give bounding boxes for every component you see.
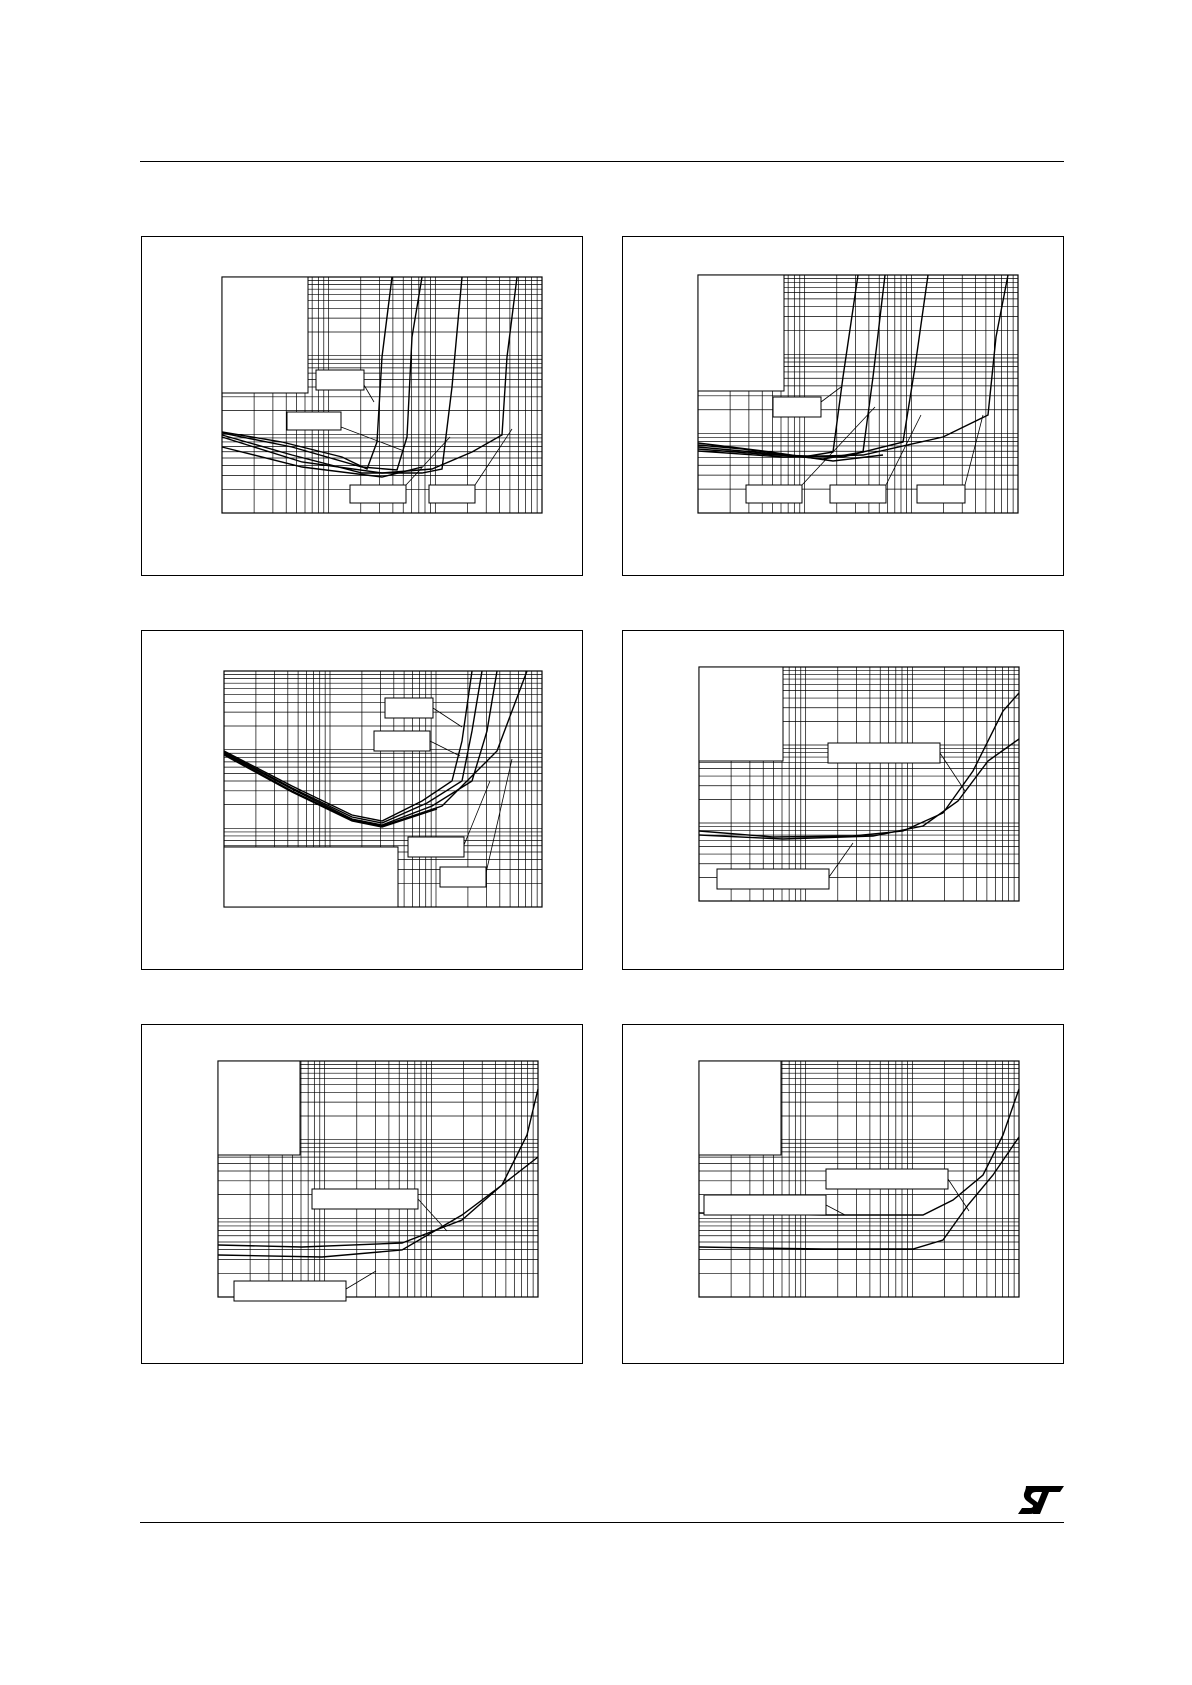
plot-5 xyxy=(142,1025,584,1365)
callout-label xyxy=(287,412,341,430)
leader-line xyxy=(829,843,853,877)
plot-2 xyxy=(623,237,1065,577)
callout-label xyxy=(704,1195,826,1215)
leader-line xyxy=(486,759,512,873)
callout-label xyxy=(717,869,829,889)
plot-3 xyxy=(142,631,584,971)
header-rule xyxy=(140,161,1064,162)
callout-label xyxy=(408,837,464,857)
figure-panel-2 xyxy=(622,236,1064,576)
figure-panel-3 xyxy=(141,630,583,970)
legend-box xyxy=(698,275,784,391)
legend-box xyxy=(222,277,308,393)
legend-box xyxy=(218,1061,300,1155)
st-logo-icon xyxy=(1016,1484,1066,1516)
callout-label xyxy=(826,1169,948,1189)
legend-box xyxy=(224,847,398,907)
callout-label xyxy=(234,1281,346,1301)
leader-line xyxy=(821,387,841,402)
callout-label xyxy=(350,485,406,503)
curve-2 xyxy=(224,671,482,823)
figure-panel-6 xyxy=(622,1024,1064,1364)
legend-box xyxy=(699,667,783,761)
legend-box xyxy=(699,1061,781,1155)
callout-label xyxy=(773,397,821,417)
figure-panel-1 xyxy=(141,236,583,576)
curve-3 xyxy=(224,671,497,825)
leader-line xyxy=(433,708,462,727)
leader-line xyxy=(364,385,374,402)
leader-line xyxy=(475,429,512,485)
plot-6 xyxy=(623,1025,1065,1365)
leader-line xyxy=(940,753,965,791)
leader-line xyxy=(886,415,921,485)
callout-label xyxy=(429,485,475,503)
leader-line xyxy=(341,427,404,451)
callout-label xyxy=(746,485,802,503)
callout-label xyxy=(828,743,940,763)
callout-label xyxy=(440,867,486,887)
plot-1 xyxy=(142,237,584,577)
callout-label xyxy=(385,698,433,718)
leader-line xyxy=(430,741,460,756)
plot-4 xyxy=(623,631,1065,971)
callout-label xyxy=(830,485,886,503)
callout-label xyxy=(917,485,965,503)
figure-panel-5 xyxy=(141,1024,583,1364)
leader-line xyxy=(826,1205,845,1215)
figure-panel-4 xyxy=(622,630,1064,970)
leader-line xyxy=(346,1271,376,1289)
callout-label xyxy=(316,370,364,390)
callout-label xyxy=(312,1189,418,1209)
callout-label xyxy=(374,731,430,751)
footer-rule xyxy=(140,1522,1064,1523)
